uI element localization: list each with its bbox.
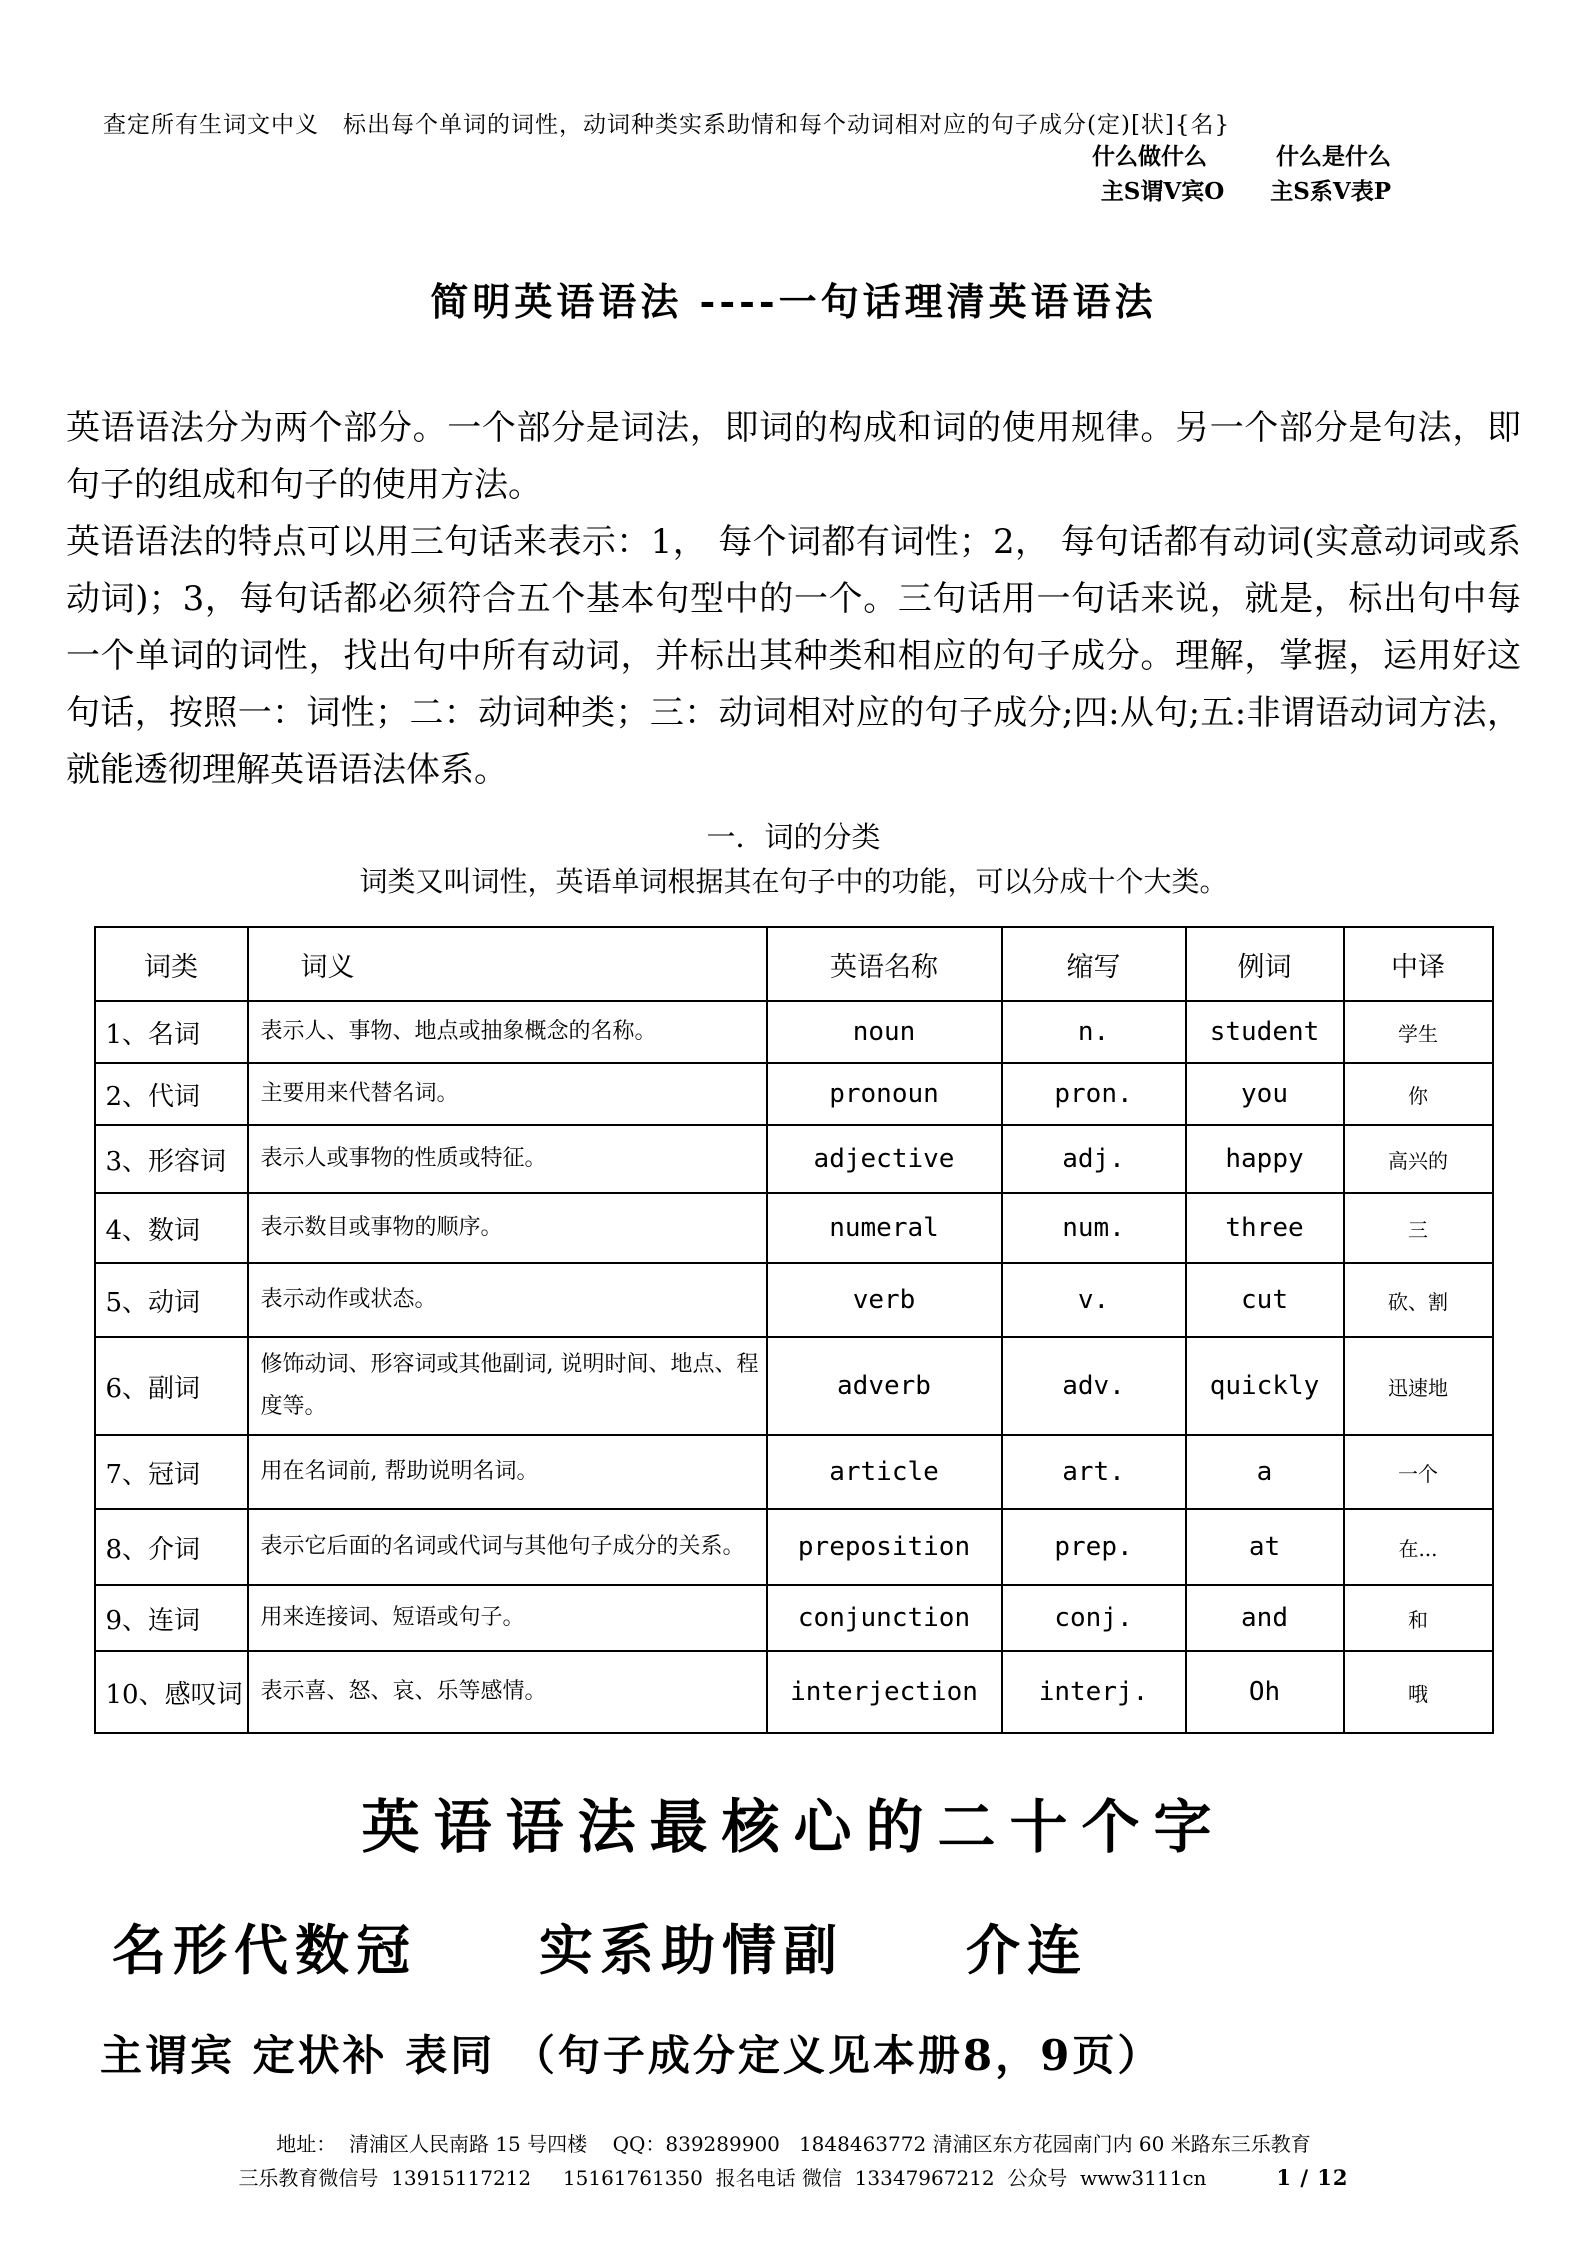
table-row (95, 1337, 1493, 1435)
cell-abbr: adj. (1002, 1125, 1186, 1193)
cell-english: preposition (767, 1509, 1002, 1585)
cell-chinese: 学生 (1344, 1001, 1493, 1063)
cell-example: three (1186, 1193, 1344, 1263)
cell-chinese: 砍、割 (1344, 1263, 1493, 1337)
cell-abbr: conj. (1002, 1585, 1186, 1651)
cell-abbr: art. (1002, 1435, 1186, 1509)
footer-contact-line (0, 2161, 1587, 2195)
cell-english: adjective (767, 1125, 1002, 1193)
cell-abbr: num. (1002, 1193, 1186, 1263)
table-row (95, 1001, 1493, 1063)
cell-example: at (1186, 1509, 1344, 1585)
col-header-class: 词类 (95, 927, 248, 1001)
col-header-english: 英语名称 (767, 927, 1002, 1001)
cell-example: cut (1186, 1263, 1344, 1337)
cell-chinese: 哦 (1344, 1651, 1493, 1733)
annotation-line-3: 主S谓V宾O 主S系V表P (1100, 178, 1391, 205)
cell-english: noun (767, 1001, 1002, 1063)
annotation-line-2: 什么做什么 什么是什么 (1092, 143, 1391, 170)
cell-english: article (767, 1435, 1002, 1509)
cell-class: 3、形容词 (95, 1125, 248, 1193)
table-row (95, 1651, 1493, 1733)
cell-abbr: pron. (1002, 1063, 1186, 1125)
cell-class: 4、数词 (95, 1193, 248, 1263)
cell-abbr: prep. (1002, 1509, 1186, 1585)
cell-example: student (1186, 1001, 1344, 1063)
page-footer (0, 2127, 1587, 2195)
cell-class: 8、介词 (95, 1509, 248, 1585)
cell-english: numeral (767, 1193, 1002, 1263)
cell-chinese: 一个 (1344, 1435, 1493, 1509)
intro-text (0, 400, 1587, 799)
cell-example: a (1186, 1435, 1344, 1509)
core-heading: 英语语法最核心的二十个字 (361, 1793, 1226, 1861)
core-sentence-line: 主谓宾 定状补 表同 （句子成分定义见本册8，9页） (100, 2031, 1163, 2080)
cell-english: pronoun (767, 1063, 1002, 1125)
cell-meaning: 表示动作或状态。 (248, 1263, 767, 1337)
table-row (95, 1125, 1493, 1193)
page-number: 1 / 12 (1276, 2165, 1349, 2190)
cell-meaning: 表示人或事物的性质或特征。 (248, 1125, 767, 1193)
cell-abbr: interj. (1002, 1651, 1186, 1733)
table-row (95, 1435, 1493, 1509)
intro-paragraph-2: 英语语法的特点可以用三句话来表示：1， 每个词都有词性；2， 每句话都有动词(实意动词或系动词)；3，每句话都必须符合五个基本句型中的一个。三句话用一句话来说，就是，标出句中每一个单词的词性，找出句中所有动词，并标出其种类和相应的句子成分。理解，掌握，运用好这句话，按照一：词性；二：动词种类；三：动词相对应的句子成分;四:从句;五:非谓语动词方法，就能透彻理解英语语法体系。 (66, 522, 1521, 790)
cell-meaning: 表示喜、怒、哀、乐等感情。 (248, 1651, 767, 1733)
cell-class: 5、动词 (95, 1263, 248, 1337)
section-subtitle: 词类又叫词性，英语单词根据其在句子中的功能，可以分成十个大类。 (359, 865, 1228, 898)
cell-class: 7、冠词 (95, 1435, 248, 1509)
col-header-chinese: 中译 (1344, 927, 1493, 1001)
cell-example: you (1186, 1063, 1344, 1125)
cell-meaning: 用在名词前, 帮助说明名词。 (248, 1435, 767, 1509)
cell-chinese: 在... (1344, 1509, 1493, 1585)
cell-english: verb (767, 1263, 1002, 1337)
cell-example: happy (1186, 1125, 1344, 1193)
cell-class: 9、连词 (95, 1585, 248, 1651)
col-header-example: 例词 (1186, 927, 1344, 1001)
core-words-line: 名形代数冠 实系助情副 介连 (112, 1918, 1088, 1982)
table-row (95, 1585, 1493, 1651)
cell-chinese: 高兴的 (1344, 1125, 1493, 1193)
col-header-meaning: 词义 (248, 927, 767, 1001)
cell-meaning: 表示数目或事物的顺序。 (248, 1193, 767, 1263)
col-header-abbr: 缩写 (1002, 927, 1186, 1001)
table-row (95, 1263, 1493, 1337)
cell-abbr: adv. (1002, 1337, 1186, 1435)
cell-class: 6、副词 (95, 1337, 248, 1435)
cell-meaning: 表示人、事物、地点或抽象概念的名称。 (248, 1001, 767, 1063)
cell-abbr: n. (1002, 1001, 1186, 1063)
page-title: 简明英语语法 ----一句话理清英语语法 (430, 279, 1157, 324)
table-row (95, 1509, 1493, 1585)
footer-address-line: 地址： 清浦区人民南路 15 号四楼 QQ：839289900 1848463772 清浦区东方花园南门内 60 米路东三乐教育 (276, 2132, 1311, 2156)
cell-example: and (1186, 1585, 1344, 1651)
cell-chinese: 迅速地 (1344, 1337, 1493, 1435)
cell-meaning: 主要用来代替名词。 (248, 1063, 767, 1125)
cell-chinese: 你 (1344, 1063, 1493, 1125)
section-heading: 一．词的分类 (706, 820, 881, 854)
cell-meaning: 用来连接词、短语或句子。 (248, 1585, 767, 1651)
footer-contact-text: 三乐教育微信号 13915117212 15161761350 报名电话 微信 13347967212 公众号 www3111cn (238, 2166, 1207, 2190)
word-classes-table (94, 926, 1494, 1734)
cell-english: conjunction (767, 1585, 1002, 1651)
cell-english: interjection (767, 1651, 1002, 1733)
annotation-line-1: 查定所有生词文中义 标出每个单词的词性，动词种类实系助情和每个动词相对应的句子成分(定)[状]{名} (103, 112, 1231, 138)
cell-meaning: 表示它后面的名词或代词与其他句子成分的关系。 (248, 1509, 767, 1585)
cell-class: 1、名词 (95, 1001, 248, 1063)
cell-chinese: 三 (1344, 1193, 1493, 1263)
table-header-row (95, 927, 1493, 1001)
table-row (95, 1193, 1493, 1263)
annotation-block (0, 0, 1587, 209)
cell-chinese: 和 (1344, 1585, 1493, 1651)
table-row (95, 1063, 1493, 1125)
cell-class: 2、代词 (95, 1063, 248, 1125)
cell-meaning: 修饰动词、形容词或其他副词, 说明时间、地点、程度等。 (248, 1337, 767, 1435)
cell-abbr: v. (1002, 1263, 1186, 1337)
cell-example: Oh (1186, 1651, 1344, 1733)
cell-class: 10、感叹词 (95, 1651, 248, 1733)
cell-example: quickly (1186, 1337, 1344, 1435)
intro-paragraph-1: 英语语法分为两个部分。一个部分是词法，即词的构成和词的使用规律。另一个部分是句法，即句子的组成和句子的使用方法。 (66, 408, 1521, 505)
cell-english: adverb (767, 1337, 1002, 1435)
